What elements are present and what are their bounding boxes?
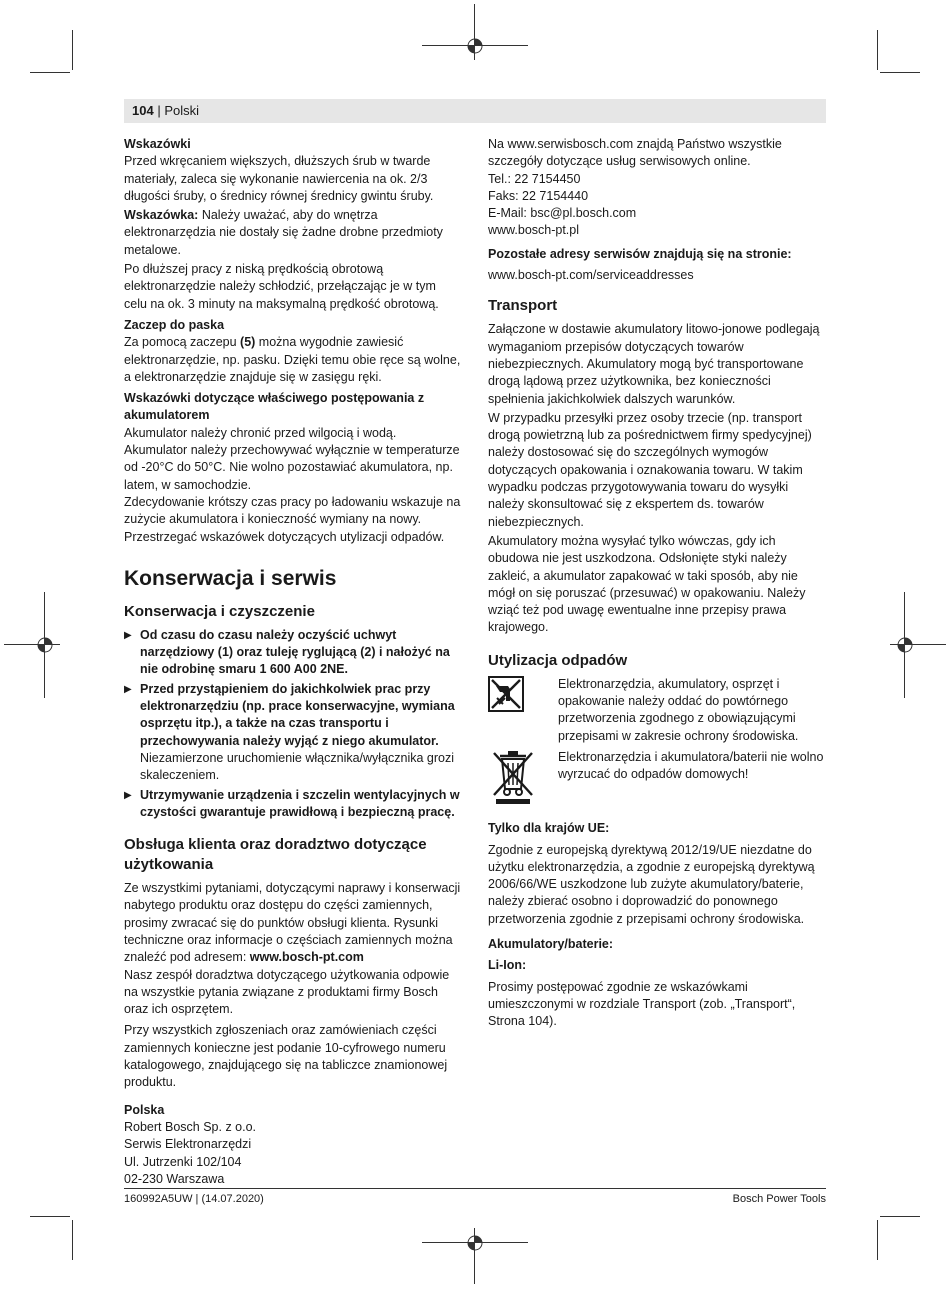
- bullet-arrow-icon: ▶: [124, 789, 132, 801]
- footer-doc-id: 160992A5UW | (14.07.2020): [124, 1193, 264, 1205]
- footer-brand: Bosch Power Tools: [732, 1193, 826, 1205]
- contact-email: E-Mail: bsc@pl.bosch.com: [488, 206, 637, 221]
- country-title: Polska: [124, 1102, 165, 1117]
- contact-tel: Tel.: 22 7154450: [488, 171, 581, 186]
- address-line-2: Serwis Elektronarzędzi: [124, 1137, 252, 1152]
- transport-title: Transport: [488, 297, 558, 315]
- crop-mark-top-left: [72, 30, 73, 70]
- cleaning-bullet-3: ▶ Utrzymywanie urządzenia i szczelin wentylacyjnych w czystości gwarantuje prawidłową i bezpieczną pracę.: [124, 787, 460, 819]
- battery-paragraph-4: Przestrzegać wskazówek dotyczących utylizacji odpadów.: [124, 529, 445, 544]
- customer-service-title: Obsługa klienta oraz doradztwo dotyczące użytkowania: [124, 836, 427, 874]
- maintenance-section-title: Konserwacja i serwis: [124, 566, 337, 590]
- service-paragraph-1: Ze wszystkimi pytaniami, dotyczącymi naprawy i konserwacji nabytego produktu oraz dostępu do części zamiennych, prosimy zwracać się do punktów obsługi klienta. Rysunki techniczne oraz informacje o częściach zamiennych można znaleźć pod adresem: www.bosch-pt.com: [124, 881, 461, 965]
- crossed-wheelie-bin-icon: [488, 749, 540, 810]
- cleaning-bullet-1: ▶ Od czasu do czasu należy oczyścić uchwyt narzędziowy (1) oraz tuleję ryglującą (2) i nałożyć na nie odrobinę smaru 1 600 A00 2NE.: [124, 627, 450, 677]
- registration-target-icon: [466, 37, 484, 55]
- disposal-paragraph-2: Elektronarzędzia i akumulatora/baterii nie wolno wyrzucać do odpadów domowych!: [558, 749, 824, 782]
- contact-paragraph: Na www.serwisbosch.com znajdą Państwo wszystkie szczegóły dotyczące usług serwisowych online.: [488, 137, 782, 169]
- contact-fax: Faks: 22 7154440: [488, 188, 589, 203]
- belt-text-post: można wygodnie zawiesić elektronarzędzie, np. pasku. Dzięki temu obie ręce są wolne, a elektronarzędzie znajduje się w zasięgu ręki.: [124, 335, 461, 384]
- notes-paragraph-2: [124, 207, 462, 259]
- disposal-title: Utylizacja odpadów: [488, 651, 628, 669]
- page-number: 104: [132, 103, 154, 118]
- eu-paragraph: Zgodnie z europejską dyrektywą 2012/19/UE niezdatne do użytku elektronarzędzia, a zgodnie z europejską dyrektywą 2006/66/WE uszkodzone lub zużyte akumulatory/baterie, należy zbierać osobno i doprowadzić do ponownego przetworzenia zgodnie z przepisami ochrony środowiska.: [488, 842, 815, 926]
- address-line-4: 02-230 Warszawa: [124, 1171, 225, 1186]
- disposal-paragraph-1: Elektronarzędzia, akumulatory, osprzęt i opakowanie należy oddać do powtórnego przetworzenia zgodnego z obowiązującymi przepisami w zakresie ochrony środowiska.: [558, 676, 799, 743]
- service-paragraph-3: Przy wszystkich zgłoszeniach oraz zamówieniach części zamiennych konieczne jest podanie 10-cyfrowego numeru katalogowego, znajdującego się na tabliczce znamionowej produktu.: [124, 1023, 448, 1090]
- footer-rule: [124, 1188, 826, 1189]
- right-column: [488, 136, 826, 1030]
- other-addresses-url: www.bosch-pt.com/serviceaddresses: [488, 268, 694, 283]
- crop-mark-bottom-left-h: [30, 1216, 70, 1217]
- transport-paragraph-3: Akumulatory można wysyłać tylko wówczas, gdy ich obudowa nie jest uszkodzona. Odsłonięte styki należy zakleić, a akumulator zapakować w taki sposób, aby nie mógł on się poruszać (przesuwać) w opakowaniu. Należy wziąć też pod uwagę ewentualne inne przepisy prawa krajowego.: [488, 533, 806, 635]
- battery-paragraph-2: Akumulator należy przechowywać wyłącznie w temperaturze od -20°C do 50°C. Nie wolno pozostawiać akumulatora, np. latem, w samochodzie.: [124, 443, 460, 492]
- page-header: [124, 99, 826, 123]
- crop-mark-bottom-right: [877, 1220, 878, 1260]
- left-column: [124, 136, 462, 1188]
- li-ion-title: Li-Ion:: [488, 958, 527, 973]
- belt-text-pre: Za pomocą zaczepu: [124, 335, 241, 350]
- crop-mark-bottom-left: [72, 1220, 73, 1260]
- notes-label: Wskazówka:: [124, 208, 199, 223]
- header-language: Polski: [164, 103, 199, 118]
- bullet-arrow-icon: ▶: [124, 629, 132, 641]
- li-ion-paragraph: Prosimy postępować zgodnie ze wskazówkami umieszczonymi w rozdziale Transport (zob. „Transport“, Strona 104).: [488, 979, 796, 1029]
- battery-handling-title: Wskazówki dotyczące właściwego postępowania z akumulatorem: [124, 391, 425, 423]
- disposal-row-1: [488, 676, 826, 745]
- address-line-1: Robert Bosch Sp. z o.o.: [124, 1119, 257, 1134]
- disposal-row-2: [488, 749, 826, 810]
- belt-clip-paragraph: [124, 334, 462, 386]
- belt-clip-title: Zaczep do paska: [124, 317, 225, 332]
- bullet-arrow-icon: ▶: [124, 683, 132, 695]
- crop-mark-top-right-h: [880, 72, 920, 73]
- eu-title: Tylko dla krajów UE:: [488, 821, 610, 836]
- notes-title: Wskazówki: [124, 137, 191, 151]
- service-paragraph-2: Nasz zespół doradztwa dotyczącego użytkowania odpowie na wszystkie pytania związane z produktami firmy Bosch oraz ich osprzętem.: [124, 967, 450, 1017]
- notes-paragraph-3: Po dłuższej pracy z niską prędkością obrotową elektronarzędzie należy schłodzić, przełączając je w tym celu na ok. 3 minuty na maksymalną prędkość obrotową.: [124, 262, 439, 311]
- registration-target-icon: [466, 1234, 484, 1252]
- service-url: www.bosch-pt.com: [249, 950, 364, 965]
- header-separator: |: [153, 103, 165, 118]
- crop-mark-bottom-right-h: [880, 1216, 920, 1217]
- address-line-3: Ul. Jutrzenki 102/104: [124, 1154, 242, 1169]
- header-text: [132, 103, 199, 119]
- crop-mark-top-right: [877, 30, 878, 70]
- other-addresses-title: Pozostałe adresy serwisów znajdują się na stronie:: [488, 246, 792, 261]
- belt-ref: (5): [240, 335, 256, 350]
- transport-paragraph-2: W przypadku przesyłki przez osoby trzecie (np. transport drogą powietrzną lub za pośrednictwem firmy spedycyjnej) należy dostosować się do szczególnych wymogów dotyczących opakowania i oznakowania towaru. W takim wypadku podczas przygotowywania towaru do wysyłki należy skonsultować się z ekspertem ds. towarów niebezpiecznych.: [488, 410, 812, 529]
- battery-paragraph-1: Akumulator należy chronić przed wilgocią i wodą.: [124, 425, 397, 440]
- no-tools-disposal-icon: [488, 676, 540, 717]
- registration-target-icon: [36, 636, 54, 654]
- cleaning-bullet-2: ▶ Przed przystąpieniem do jakichkolwiek prac przy elektronarzędziu (np. prace konserwacyjne, wymiana osprzętu itp.), a także na czas transportu i przechowywania należy wyjąć z niego akumulator. Niezamierzone uruchomienie włącznika/wyłącznika grozi skaleczeniem.: [124, 681, 455, 783]
- contact-web: www.bosch-pt.pl: [488, 223, 580, 238]
- notes-paragraph-2-text: Należy uważać, aby do wnętrza elektronarzędzia nie dostały się żadne drobne przedmioty metalowe.: [124, 208, 443, 257]
- crop-mark-top-left-h: [30, 72, 70, 73]
- cleaning-title: Konserwacja i czyszczenie: [124, 602, 315, 620]
- notes-paragraph-1: Przed wkręcaniem większych, dłuższych śrub w twarde materiały, zaleca się wykonanie nawiercenia na ok. 2/3 długości śruby, o średnicy równej średnicy gwintu śruby.: [124, 154, 434, 203]
- batteries-title: Akumulatory/baterie:: [488, 936, 614, 951]
- battery-paragraph-3: Zdecydowanie krótszy czas pracy po ładowaniu wskazuje na zużycie akumulatora i konieczność wymiany na nowy.: [124, 494, 461, 527]
- registration-target-icon: [896, 636, 914, 654]
- transport-paragraph-1: Załączone w dostawie akumulatory litowo-jonowe podlegają wymaganiom przepisów dotyczących towarów niebezpiecznych. Akumulatory mogą być transportowane drogą lądową przez użytkownika, bez konieczności spełnienia jakichkolwiek dalszych warunków.: [488, 322, 820, 406]
